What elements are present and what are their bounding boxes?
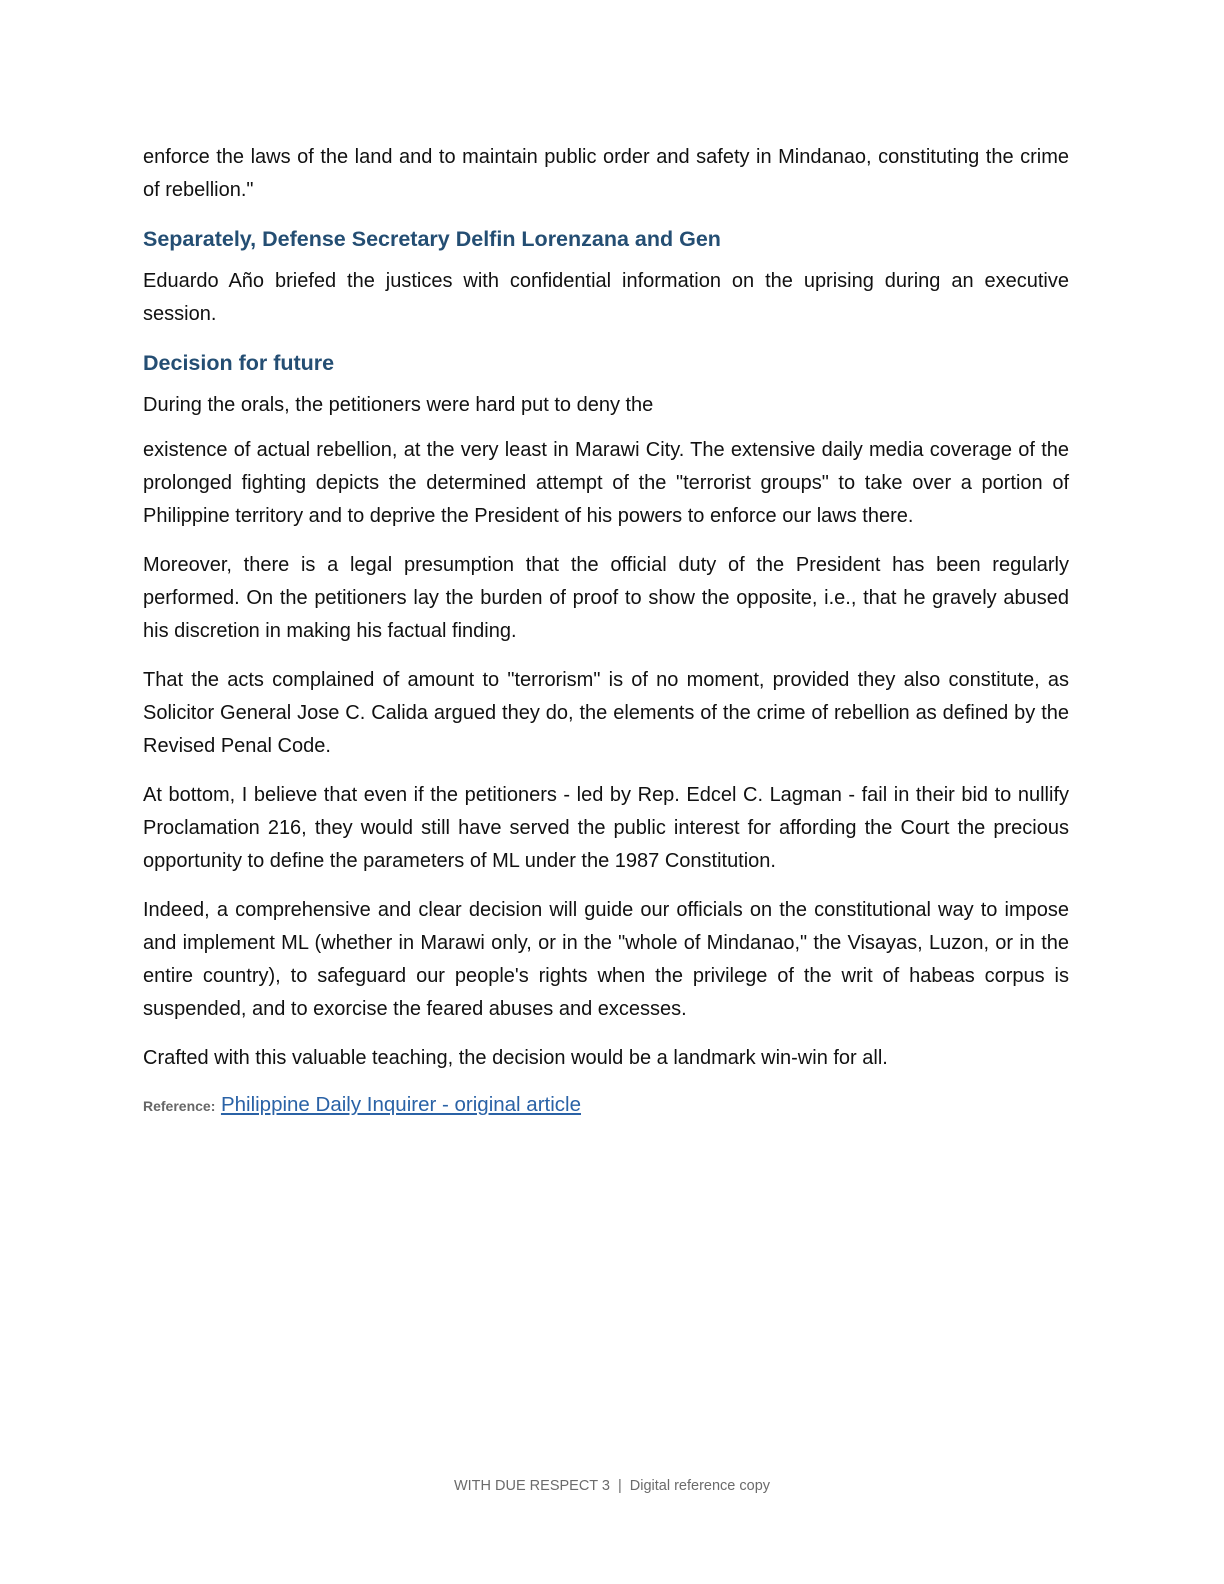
paragraph-executive-session: Eduardo Año briefed the justices with confidential information on the uprising during an executive session.: [143, 270, 1069, 325]
paragraph-legal-presumption: Moreover, there is a legal presumption that the official duty of the President has been regularly performed. On the petitioners lay the burden of proof to show the opposite, i.e., that he gravely abused his discretion in making his factual finding.: [143, 554, 1069, 642]
paragraph-orals: During the orals, the petitioners were hard put to deny the: [143, 394, 654, 416]
paragraph-at-bottom: At bottom, I believe that even if the petitioners - led by Rep. Edcel C. Lagman - fail in their bid to nullify Proclamation 216, they would still have served the public interest for affording the Court the precious opportunity to define the parameters of ML under the 1987 Constitution.: [143, 784, 1069, 872]
section-heading-defense-secretary: Separately, Defense Secretary Delfin Lorenzana and Gen: [143, 227, 721, 251]
paragraph-terrorism: That the acts complained of amount to "terrorism" is of no moment, provided they also constitute, as Solicitor General Jose C. Calida argued they do, the elements of the crime of rebellion as defined by the Revised Penal Code.: [143, 669, 1069, 757]
reference-line: [143, 1091, 1069, 1120]
paragraph-landmark: Crafted with this valuable teaching, the decision would be a landmark win-win for all.: [143, 1047, 888, 1069]
paragraph-comprehensive-decision: Indeed, a comprehensive and clear decision will guide our officials on the constitutional way to impose and implement ML (whether in Marawi only, or in the "whole of Mindanao," the Visayas, Luzon, or in the entire country), to safeguard our people's rights when the privilege of the writ of habeas corpus is suspended, and to exorcise the feared abuses and excesses.: [143, 899, 1069, 1020]
paragraph-rebellion-quote: enforce the laws of the land and to maintain public order and safety in Mindanao, constituting the crime of rebellion.": [143, 146, 1069, 201]
page-footer: [0, 1478, 1224, 1494]
paragraph-actual-rebellion: existence of actual rebellion, at the very least in Marawi City. The extensive daily media coverage of the prolonged fighting depicts the determined attempt of the "terrorist groups" to take over a portion of Philippine territory and to deprive the President of his powers to enforce our laws there.: [143, 439, 1069, 527]
footer-title: WITH DUE RESPECT 3: [453, 1478, 610, 1494]
reference-label: Reference:: [143, 1098, 216, 1114]
footer-subtitle: Digital reference copy: [629, 1478, 771, 1494]
document-body: [143, 141, 1069, 1120]
section-heading-decision-for-future: Decision for future: [143, 351, 335, 375]
reference-link[interactable]: Philippine Daily Inquirer - original article: [220, 1093, 581, 1116]
footer-separator: |: [618, 1478, 622, 1494]
